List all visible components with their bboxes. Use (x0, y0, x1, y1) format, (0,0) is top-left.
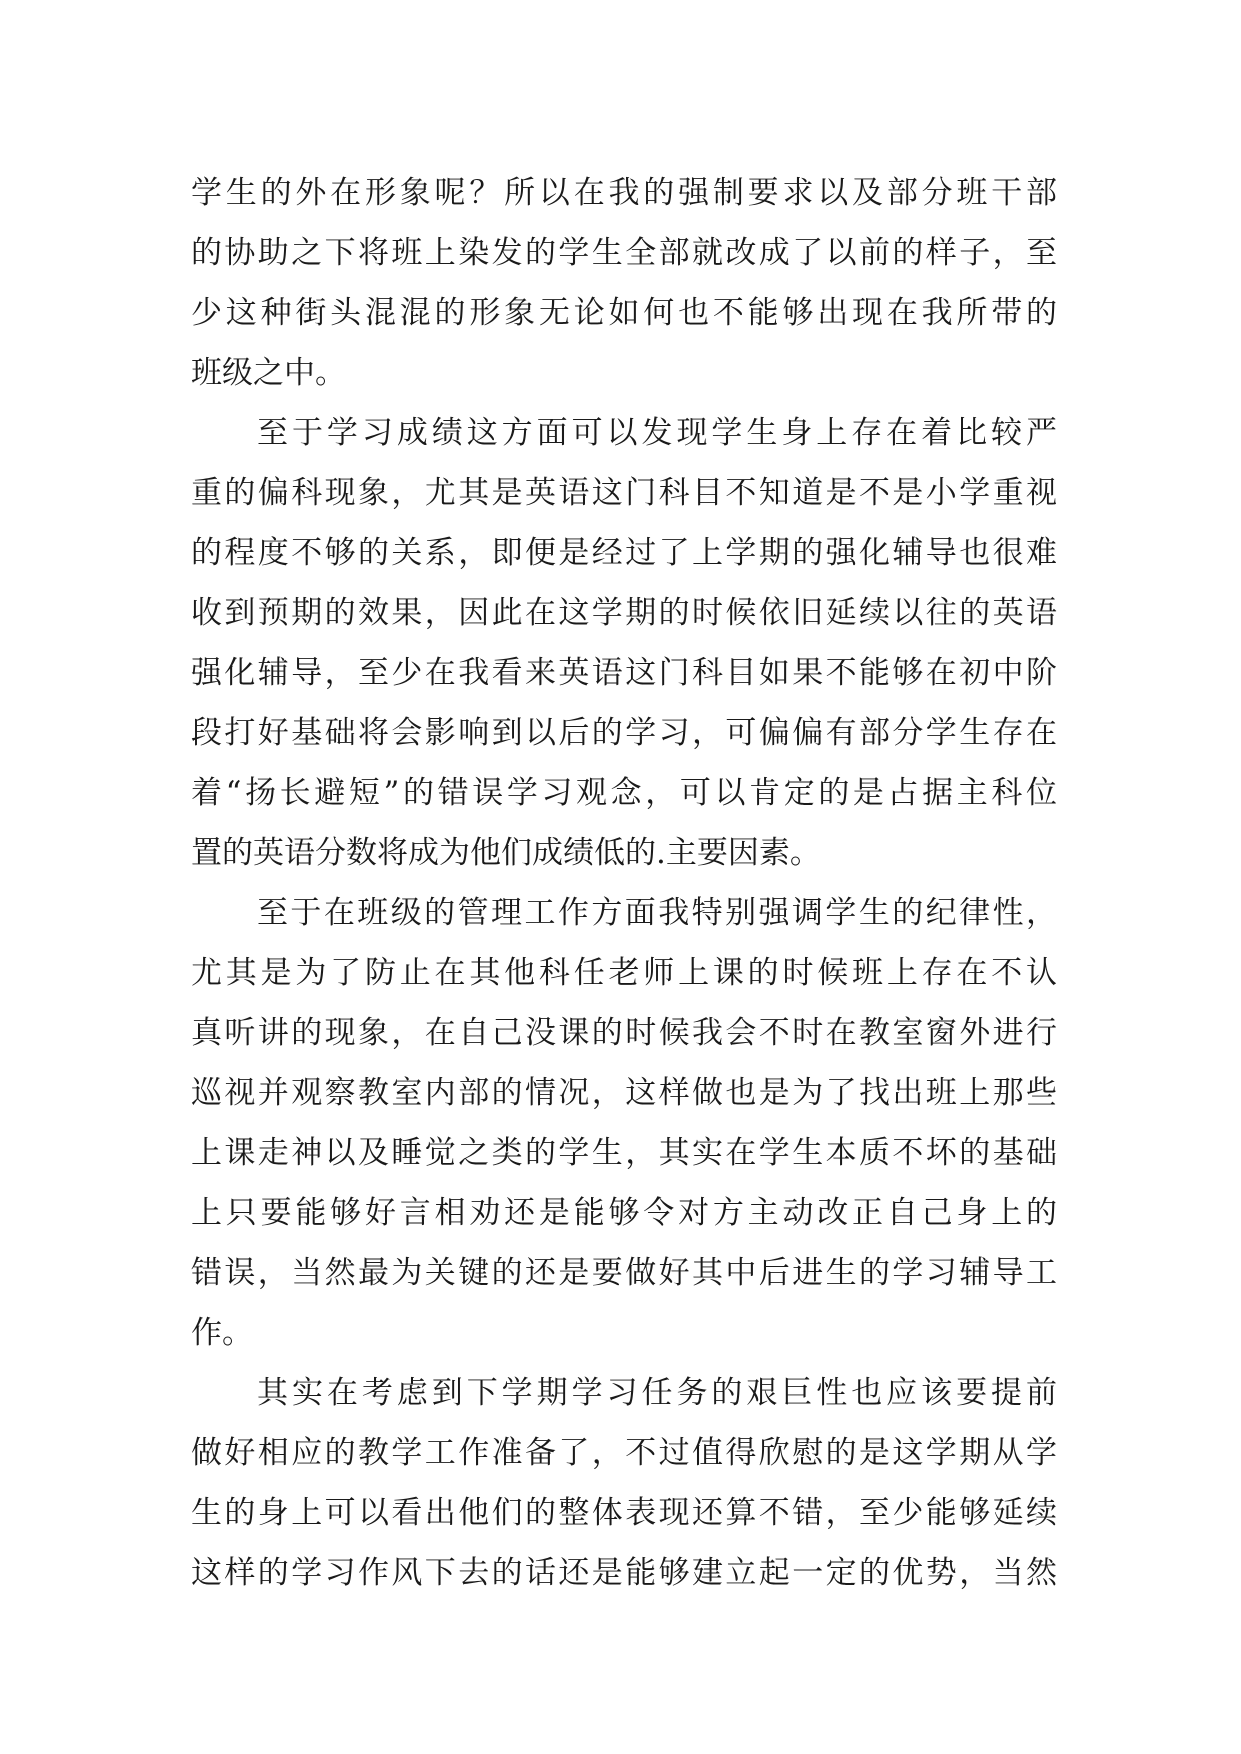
text-line: 生的身上可以看出他们的整体表现还算不错，至少能够延续 (191, 1495, 1057, 1531)
text-line: 巡视并观察教室内部的情况，这样做也是为了找出班上那些 (191, 1075, 1057, 1111)
text-line: 上只要能够好言相劝还是能够令对方主动改正自己身上的 (191, 1195, 1057, 1231)
text-line: 的程度不够的关系，即便是经过了上学期的强化辅导也很难 (191, 535, 1057, 571)
text-line: 上课走神以及睡觉之类的学生，其实在学生本质不坏的基础 (191, 1135, 1057, 1171)
text-line: 其实在考虑到下学期学习任务的艰巨性也应该要提前 (257, 1375, 1057, 1411)
body-text (191, 163, 1057, 1603)
text-line: 重的偏科现象，尤其是英语这门科目不知道是不是小学重视 (191, 475, 1057, 511)
text-line: 着“扬长避短”的错误学习观念，可以肯定的是占据主科位 (191, 775, 1057, 811)
text-line: 至于在班级的管理工作方面我特别强调学生的纪律性， (257, 895, 1057, 931)
text-line: 至于学习成绩这方面可以发现学生身上存在着比较严 (257, 415, 1057, 451)
text-line: 段打好基础将会影响到以后的学习，可偏偏有部分学生存在 (191, 715, 1057, 751)
text-line: 作。 (191, 1315, 253, 1351)
text-line: 这样的学习作风下去的话还是能够建立起一定的优势，当然 (191, 1555, 1057, 1591)
text-line: 做好相应的教学工作准备了，不过值得欣慰的是这学期从学 (191, 1435, 1057, 1471)
text-line: 真听讲的现象，在自己没课的时候我会不时在教室窗外进行 (191, 1015, 1057, 1051)
text-line: 错误，当然最为关键的还是要做好其中后进生的学习辅导工 (191, 1255, 1057, 1291)
text-line: 的协助之下将班上染发的学生全部就改成了以前的样子，至 (191, 235, 1057, 271)
text-line: 尤其是为了防止在其他科任老师上课的时候班上存在不认 (191, 955, 1057, 991)
text-line: 少这种街头混混的形象无论如何也不能够出现在我所带的 (191, 295, 1057, 331)
text-line: 强化辅导，至少在我看来英语这门科目如果不能够在初中阶 (191, 655, 1057, 691)
text-line: 收到预期的效果，因此在这学期的时候依旧延续以往的英语 (191, 595, 1057, 631)
text-line: 置的英语分数将成为他们成绩低的.主要因素。 (191, 835, 821, 871)
text-line: 班级之中。 (191, 355, 346, 391)
text-line: 学生的外在形象呢？所以在我的强制要求以及部分班干部 (191, 175, 1057, 211)
